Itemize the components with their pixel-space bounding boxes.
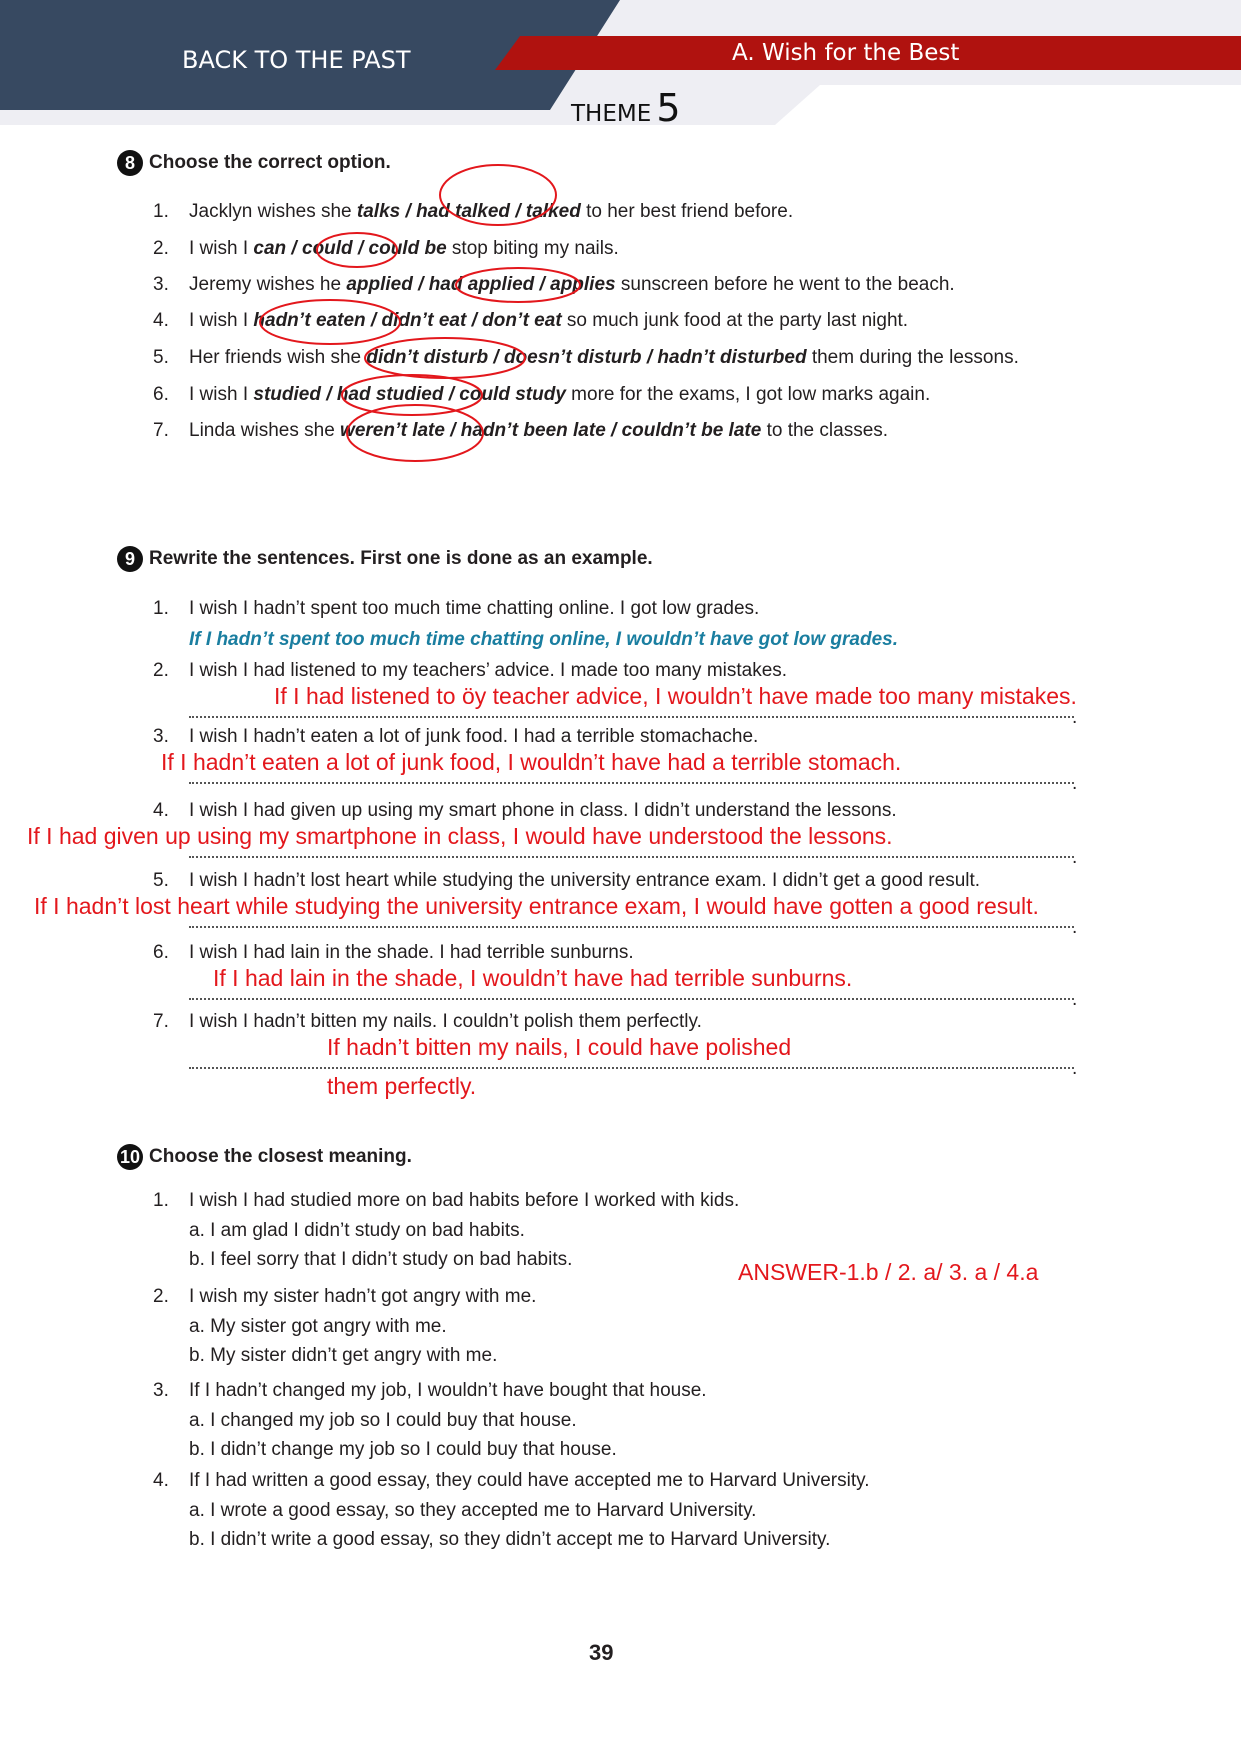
handwritten-answer-continued: them perfectly.	[327, 1073, 477, 1099]
theme-number: 5	[656, 86, 681, 130]
exercise-number-badge: 10	[117, 1144, 143, 1170]
answer-line[interactable]	[189, 782, 1074, 784]
option[interactable]: had talked	[416, 201, 511, 222]
item-number: 6.	[153, 384, 169, 405]
handwritten-answer: If I had given up using my smartphone in class, I would have understood the lessons.	[27, 823, 893, 849]
handwritten-answer-key: ANSWER-1.b / 2. a/ 3. a / 4.a	[738, 1259, 1039, 1285]
exercise-9-heading	[117, 546, 653, 572]
handwritten-answer: If I had listened to öy teacher advice, I wouldn’t have made too many mistakes.	[274, 683, 1077, 709]
choice-sentence	[189, 420, 888, 442]
sentence-start: Jacklyn wishes she	[189, 201, 357, 222]
option[interactable]: studied	[253, 384, 321, 405]
sentence-start: I wish I	[189, 384, 254, 405]
theme-word: THEME	[571, 101, 652, 127]
item-number: 4.	[153, 800, 169, 821]
exercise-title: Choose the closest meaning.	[149, 1146, 412, 1167]
item-number: 2.	[153, 238, 169, 259]
option[interactable]: weren’t late	[340, 420, 445, 441]
option-b[interactable]: b. I feel sorry that I didn’t study on bad habits.	[189, 1249, 573, 1270]
answer-line-end: .	[1072, 917, 1078, 938]
option-separator: /	[443, 384, 460, 405]
option-separator: /	[534, 274, 551, 295]
option-separator: /	[412, 274, 429, 295]
sentence-end: sunscreen before he went to the beach.	[615, 274, 955, 295]
option[interactable]: hadn’t disturbed	[657, 347, 807, 368]
option-b[interactable]: b. I didn’t write a good essay, so they didn’t accept me to Harvard University.	[189, 1529, 831, 1550]
handwritten-answer: If I had lain in the shade, I wouldn’t have had terrible sunburns.	[213, 965, 853, 991]
option[interactable]: could be	[368, 238, 447, 259]
item-number: 4.	[153, 310, 169, 331]
option[interactable]: didn’t disturb	[366, 347, 489, 368]
sentence-start: I wish I	[189, 310, 254, 331]
handwritten-answer: If I hadn’t eaten a lot of junk food, I wouldn’t have had a terrible stomach.	[161, 749, 902, 775]
option[interactable]: doesn’t disturb	[503, 347, 642, 368]
prompt-sentence: I wish I hadn’t bitten my nails. I couldn’t polish them perfectly.	[189, 1011, 702, 1032]
answer-line[interactable]	[189, 998, 1074, 1000]
answer-line-end: .	[1072, 989, 1078, 1010]
handwritten-answer: If I hadn’t lost heart while studying the university entrance exam, I would have gotten a good result.	[34, 893, 1039, 919]
exercise-10-heading	[117, 1144, 412, 1170]
choice-sentence	[189, 310, 908, 332]
item-number: 2.	[153, 660, 169, 681]
prompt-sentence: I wish I hadn’t spent too much time chatting online. I got low grades.	[189, 598, 760, 619]
option-b[interactable]: b. I didn’t change my job so I could buy that house.	[189, 1439, 617, 1460]
answer-line[interactable]	[189, 1067, 1074, 1069]
choice-sentence	[189, 274, 955, 296]
option-separator: /	[466, 310, 483, 331]
option[interactable]: hadn’t eaten	[253, 310, 366, 331]
sentence-end: so much junk food at the party last night.	[561, 310, 909, 331]
item-number: 2.	[153, 1286, 169, 1307]
option-separator: /	[320, 384, 337, 405]
answer-line-end: .	[1072, 773, 1078, 794]
choice-sentence	[189, 238, 619, 260]
handwritten-answer: If hadn’t bitten my nails, I could have polished	[327, 1034, 792, 1060]
sentence-end: to the classes.	[761, 420, 889, 441]
example-answer: If I hadn’t spent too much time chatting online, I wouldn’t have got low grades.	[189, 629, 898, 650]
sentence-start: I wish I	[189, 238, 254, 259]
choice-sentence	[189, 201, 793, 223]
theme-label	[571, 86, 681, 130]
page-number: 39	[589, 1640, 614, 1665]
sentence-start: Her friends wish she	[189, 347, 367, 368]
option[interactable]: could	[302, 238, 353, 259]
item-number: 4.	[153, 1470, 169, 1491]
item-number: 5.	[153, 347, 169, 368]
prompt-sentence: I wish I had studied more on bad habits before I worked with kids.	[189, 1190, 740, 1211]
section-title: A. Wish for the Best	[732, 40, 960, 66]
exercise-8-heading	[117, 150, 391, 176]
option-a[interactable]: a. I wrote a good essay, so they accepted me to Harvard University.	[189, 1500, 757, 1521]
option-separator: /	[365, 310, 382, 331]
prompt-sentence: If I had written a good essay, they could have accepted me to Harvard University.	[189, 1470, 870, 1491]
option-a[interactable]: a. I am glad I didn’t study on bad habits.	[189, 1220, 525, 1241]
prompt-sentence: I wish I hadn’t eaten a lot of junk food. I had a terrible stomachache.	[189, 726, 759, 747]
answer-line[interactable]	[189, 716, 1074, 718]
option[interactable]: talks	[356, 201, 401, 222]
option[interactable]: had studied	[336, 384, 444, 405]
option-separator: /	[352, 238, 369, 259]
answer-line-end: .	[1072, 1058, 1078, 1079]
option-separator: /	[510, 201, 526, 222]
exercise-title: Rewrite the sentences. First one is done as an example.	[149, 548, 653, 569]
prompt-sentence: I wish I had listened to my teachers’ advice. I made too many mistakes.	[189, 660, 788, 681]
option-b[interactable]: b. My sister didn’t get angry with me.	[189, 1345, 498, 1366]
option-separator: /	[444, 420, 461, 441]
prompt-sentence: I wish I had given up using my smart phone in class. I didn’t understand the lessons.	[189, 800, 897, 821]
sentence-start: Jeremy wishes he	[189, 274, 347, 295]
sentence-end: to her best friend before.	[580, 201, 794, 222]
answer-line-end: .	[1072, 847, 1078, 868]
option-separator: /	[400, 201, 417, 222]
item-number: 1.	[153, 598, 169, 619]
option-separator: /	[641, 347, 658, 368]
option[interactable]: hadn’t been late	[460, 420, 606, 441]
sentence-end: stop biting my nails.	[446, 238, 619, 259]
answer-line[interactable]	[189, 926, 1074, 928]
option-separator: /	[488, 347, 504, 368]
sentence-start: Linda wishes she	[189, 420, 341, 441]
exercise-number-badge: 9	[117, 546, 143, 572]
option-a[interactable]: a. My sister got angry with me.	[189, 1316, 447, 1337]
option[interactable]: don’t eat	[482, 310, 562, 331]
sentence-end: them during the lessons.	[806, 347, 1019, 368]
item-number: 5.	[153, 870, 169, 891]
option[interactable]: can	[253, 238, 287, 259]
item-number: 1.	[153, 201, 169, 222]
item-number: 6.	[153, 942, 169, 963]
exercise-title: Choose the correct option.	[149, 152, 391, 173]
prompt-sentence: I wish I hadn’t lost heart while studying the university entrance exam. I didn’t get a good result.	[189, 870, 981, 891]
option[interactable]: didn’t eat	[381, 310, 467, 331]
item-number: 1.	[153, 1190, 169, 1211]
option-separator: /	[605, 420, 622, 441]
item-number: 3.	[153, 1380, 169, 1401]
choice-sentence	[189, 384, 930, 406]
option-a[interactable]: a. I changed my job so I could buy that house.	[189, 1410, 577, 1431]
exercise-number-badge: 8	[117, 150, 143, 176]
prompt-sentence: If I hadn’t changed my job, I wouldn’t have bought that house.	[189, 1380, 707, 1401]
unit-title: BACK TO THE PAST	[182, 46, 411, 74]
option[interactable]: applies	[550, 274, 616, 295]
option[interactable]: talked	[525, 201, 581, 222]
answer-line[interactable]	[189, 856, 1074, 858]
option[interactable]: couldn’t be late	[621, 420, 762, 441]
choice-sentence	[189, 347, 1019, 369]
prompt-sentence: I wish I had lain in the shade. I had terrible sunburns.	[189, 942, 634, 963]
item-number: 7.	[153, 1011, 169, 1032]
prompt-sentence: I wish my sister hadn’t got angry with me.	[189, 1286, 537, 1307]
option[interactable]: applied	[346, 274, 413, 295]
item-number: 7.	[153, 420, 169, 441]
item-number: 3.	[153, 274, 169, 295]
sentence-end: more for the exams, I got low marks again.	[565, 384, 931, 405]
option-separator: /	[286, 238, 302, 259]
option[interactable]: had applied	[428, 274, 535, 295]
item-number: 3.	[153, 726, 169, 747]
option[interactable]: could study	[459, 384, 566, 405]
answer-line-end: .	[1072, 707, 1078, 728]
